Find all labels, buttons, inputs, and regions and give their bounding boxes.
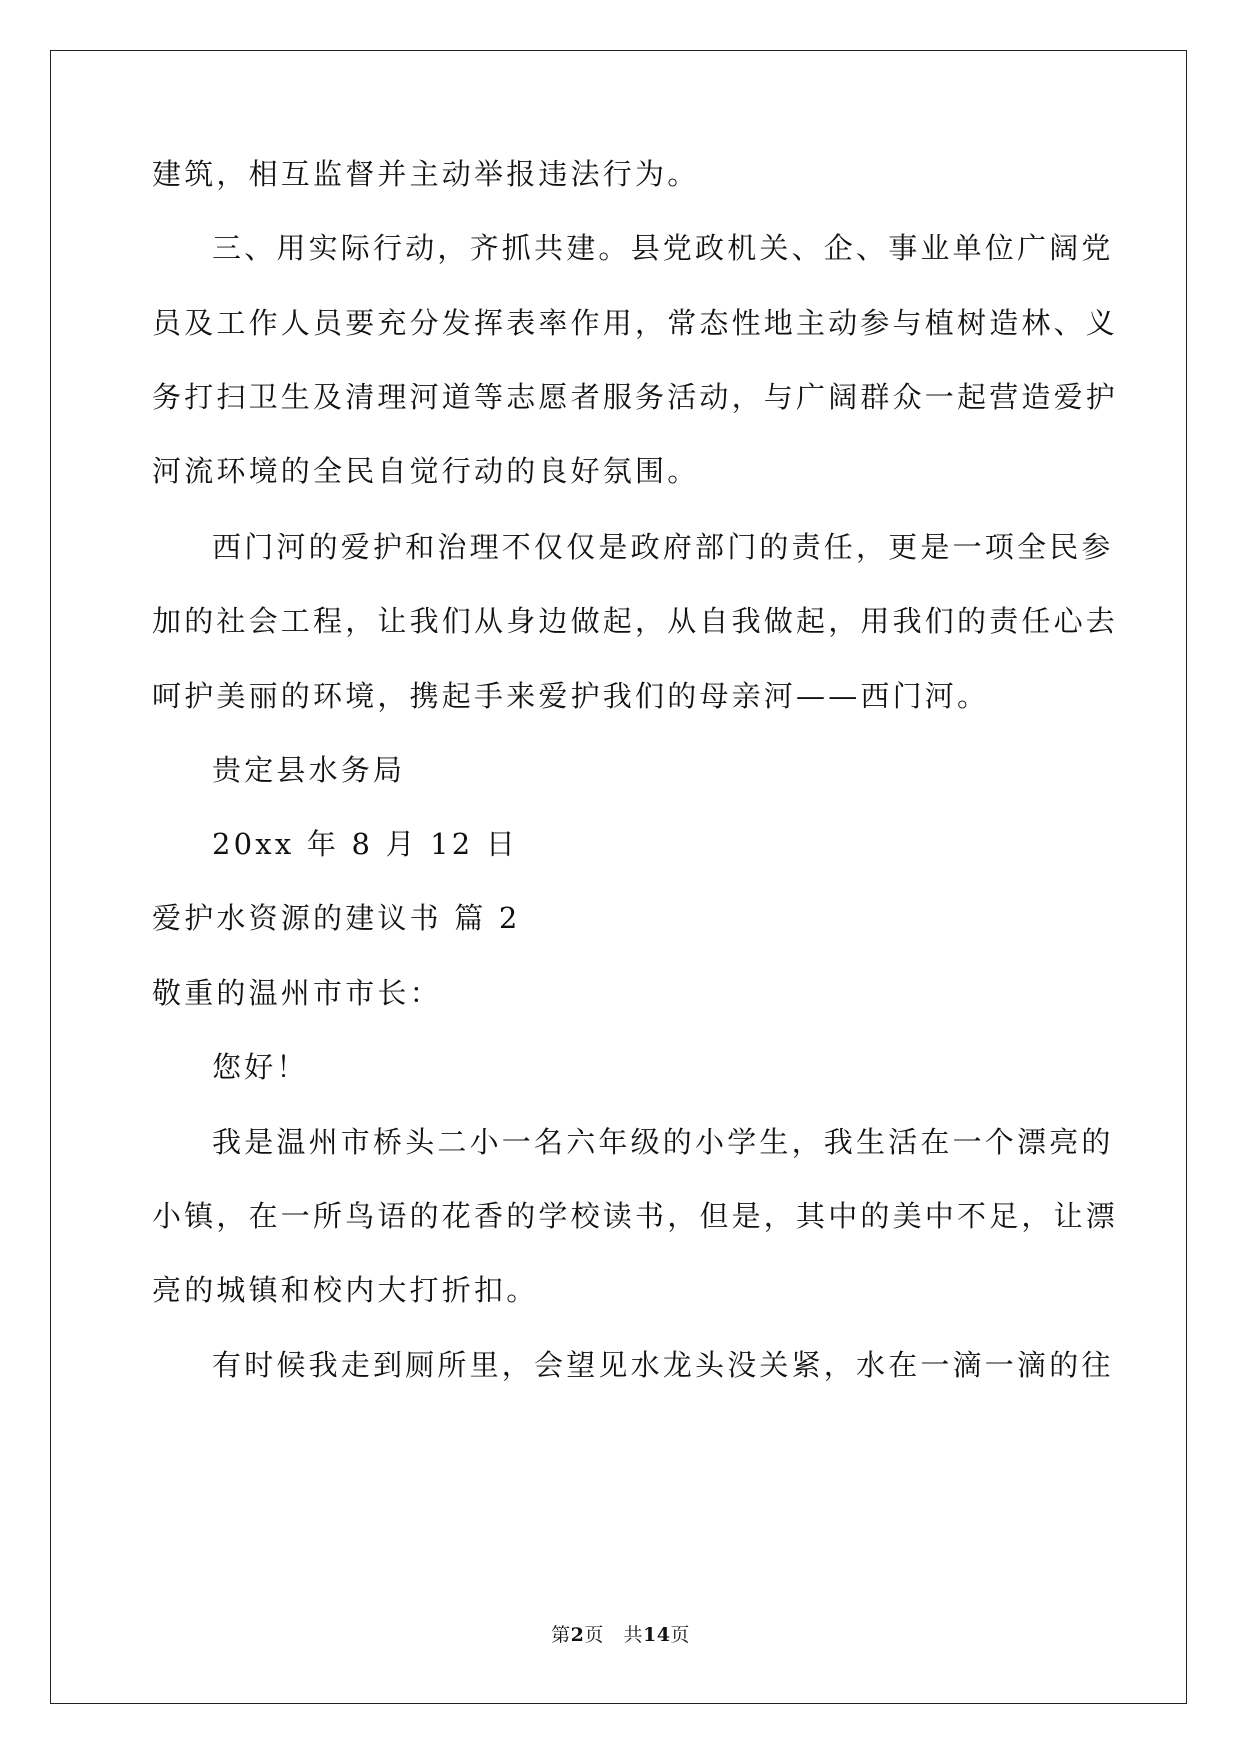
footer-prefix: 第 [551, 1624, 571, 1646]
section-heading: 爱护水资源的建议书 篇 2 [152, 901, 521, 935]
greeting: 您好！ [212, 1050, 309, 1084]
text-line: 员及工作人员要充分发挥表率作用，常态性地主动参与植树造林、义 [152, 306, 1119, 340]
text-line: 河流环境的全民自觉行动的良好氛围。 [152, 454, 700, 488]
text-line: 小镇，在一所鸟语的花香的学校读书，但是，其中的美中不足，让漂 [152, 1199, 1119, 1233]
salutation: 敬重的温州市市长： [152, 976, 442, 1010]
footer-page-suffix: 页 [584, 1624, 604, 1646]
footer-total-suffix: 页 [670, 1624, 690, 1646]
text-line: 务打扫卫生及清理河道等志愿者服务活动，与广阔群众一起营造爱护 [152, 380, 1119, 414]
text-line: 加的社会工程，让我们从身边做起，从自我做起，用我们的责任心去 [152, 604, 1119, 638]
footer-total-prefix: 共 [623, 1624, 643, 1646]
text-line: 亮的城镇和校内大打折扣。 [152, 1273, 539, 1307]
paragraph-start-line: 西门河的爱护和治理不仅仅是政府部门的责任，更是一项全民参 [212, 530, 1114, 564]
page-border [50, 50, 1187, 1704]
paragraph-start-line: 三、用实际行动，齐抓共建。县党政机关、企、事业单位广阔党 [212, 231, 1114, 265]
footer-total-pages: 14 [642, 1624, 671, 1646]
signature-org: 贵定县水务局 [212, 753, 406, 787]
signature-date: 20xx 年 8 月 12 日 [212, 827, 519, 861]
page-footer [0, 1620, 1241, 1647]
paragraph-start-line: 有时候我走到厕所里，会望见水龙头没关紧，水在一滴一滴的往 [212, 1348, 1114, 1382]
text-line: 呵护美丽的环境，携起手来爱护我们的母亲河——西门河。 [152, 679, 990, 713]
footer-page-number: 2 [570, 1624, 585, 1646]
paragraph-start-line: 我是温州市桥头二小一名六年级的小学生，我生活在一个漂亮的 [212, 1125, 1114, 1159]
text-line: 建筑，相互监督并主动举报违法行为。 [152, 157, 700, 191]
